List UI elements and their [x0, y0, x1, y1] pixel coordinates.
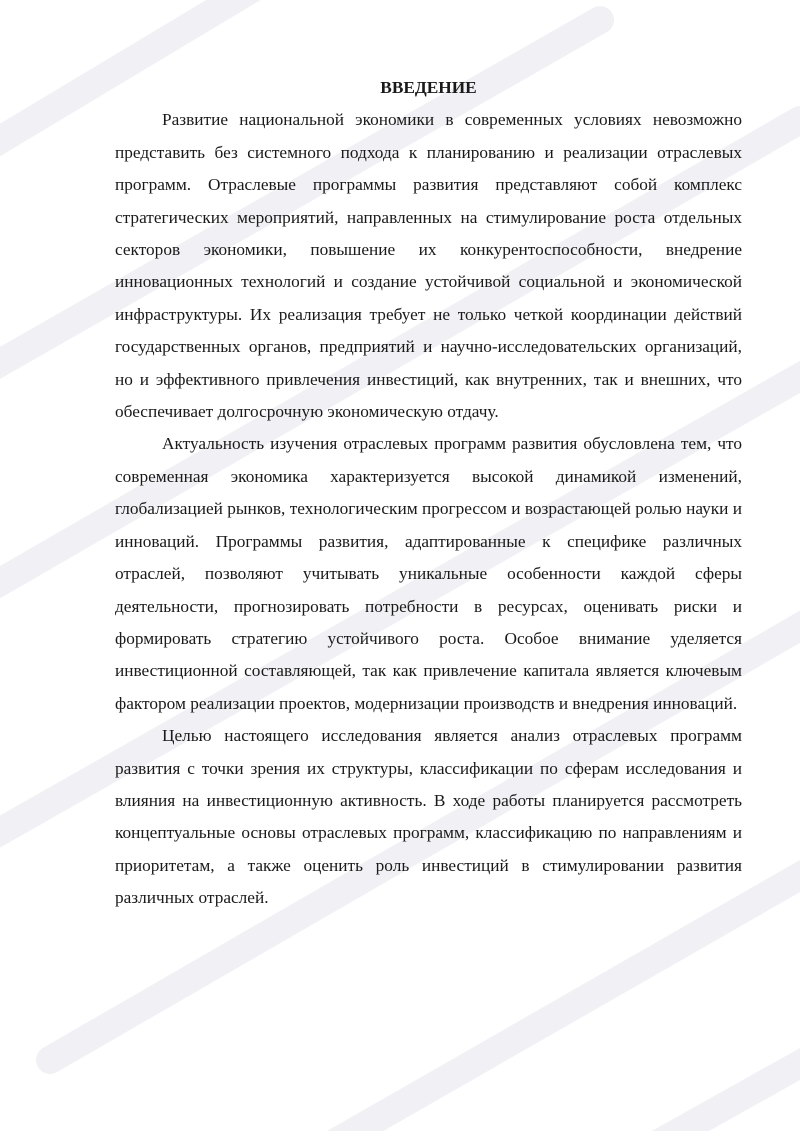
paragraph-2: Актуальность изучения отраслевых программ развития обусловлена тем, что современная экономика характеризуется высокой динамикой изменений, глобализацией рынков, технологическим прогрессом и возрастающей ролью науки и инноваций. Программы развития, адаптированные к специфике различных отраслей, позволяют учитывать уникальные особенности каждой сферы деятельности, прогнозировать потребности в ресурсах, оценивать риски и формировать стратегию устойчивого роста. Особое внимание уделяется инвестиционной составляющей, так как привлечение капитала является ключевым фактором реализации проектов, модернизации производств и внедрения инноваций.: [115, 434, 742, 713]
paragraph-3: Целью настоящего исследования является анализ отраслевых программ развития с точки зрения их структуры, классификации по сферам исследования и влияния на инвестиционную активность. В ходе работы планируется рассмотреть концептуальные основы отраслевых программ, классификацию по направлениям и приоритетам, а также оценить роль инвестиций в стимулировании развития различных отраслей.: [115, 726, 742, 908]
document-title: ВВЕДЕНИЕ: [380, 78, 477, 97]
paragraph-1: Развитие национальной экономики в современных условиях невозможно представить без системного подхода к планированию и реализации отраслевых программ. Отраслевые программы развития представляют собой комплекс стратегических мероприятий, направленных на стимулирование роста отдельных секторов экономики, повышение их конкурентоспособности, внедрение инновационных технологий и создание устойчивой социальной и экономической инфраструктуры. Их реализация требует не только четкой координации действий государственных органов, предприятий и научно-исследовательских организаций, но и эффективного привлечения инвестиций, как внутренних, так и внешних, что обеспечивает долгосрочную экономическую отдачу.: [115, 110, 742, 422]
document-body: [115, 72, 742, 915]
